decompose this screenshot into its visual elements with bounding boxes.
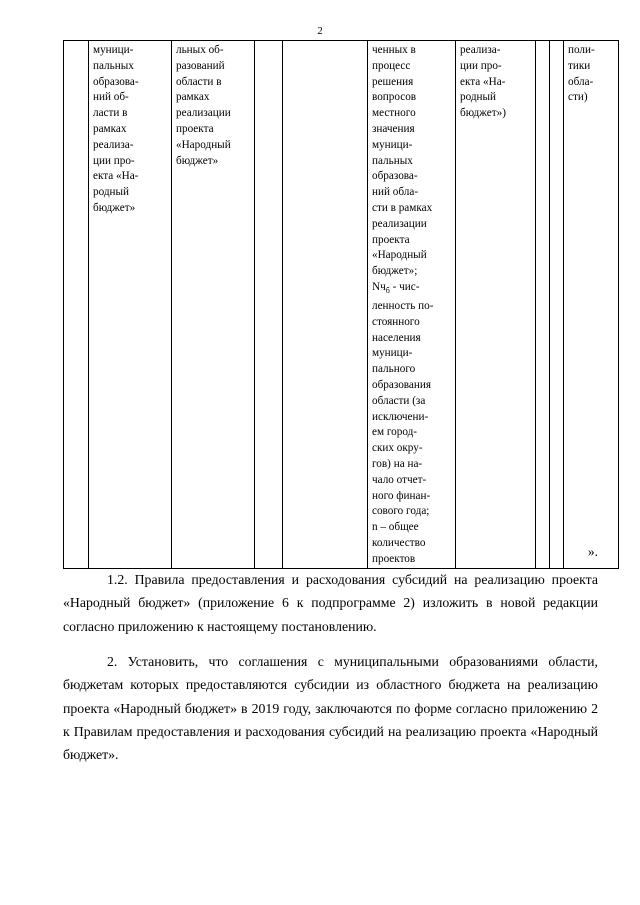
cell-text: реализа- ции про- екта «На- родный бюджет») [460,44,506,120]
table-cell-col7 [536,41,550,569]
continuation-table [63,40,619,569]
formula-symbol: Nч [372,280,386,293]
table-cell-col5 [368,41,456,569]
cell-text: льных об- разований области в рамках реализации проекта «Народный бюджет» [176,44,231,167]
paragraph-1-2: 1.2. Правила предоставления и расходования субсидий на реализацию проекта «Народный бюджет» (приложение 6 к подпрограмме 2) изложить в новой редакции согласно приложению к настоящему постановлению. [63,572,598,634]
table-cell-col6 [456,41,536,569]
table-cell-col3 [255,41,283,569]
formula-subscript: б [385,286,390,296]
table-cell-index [64,41,89,569]
table-row [64,41,619,569]
cell-text-part: - чис- ленность по- стоянного населения муници- пального образования области (за исключени- ем город- ских окру- гов) на на- чало отчет- ного финан- сового года; n – общее количество проектов [372,280,434,565]
paragraph-2: 2. Установить, что соглашения с муниципальными образованиями области, бюджетам которых предоставляются субсидии из областного бюджета на реализацию проекта «Народный бюджет» в 2019 году, заключаются по форме согласно приложению 2 к Правилам предоставления и расходования субсидий на реализацию проекта «Народный бюджет». [63,654,598,763]
cell-text: муници- пальных образова- ний об- ласти в рамках реализа- ции про- екта «На- родный бюджет» [93,44,139,214]
table-cell-col4 [283,41,368,569]
table-cell-col1 [89,41,172,569]
cell-text: поли- тики обла- сти) [568,44,595,104]
closing-quote: ». [587,544,598,559]
table-cell-col2 [172,41,255,569]
table-cell-col9 [564,41,619,569]
cell-text [372,43,451,568]
table-cell-col8 [550,41,564,569]
cell-text-part: ченных в процесс решения вопросов местного значения муници- пальных образова- ний обла- сти в рамках реализации проекта «Народный бюджет»; [372,44,433,278]
page-number: 2 [317,25,323,37]
